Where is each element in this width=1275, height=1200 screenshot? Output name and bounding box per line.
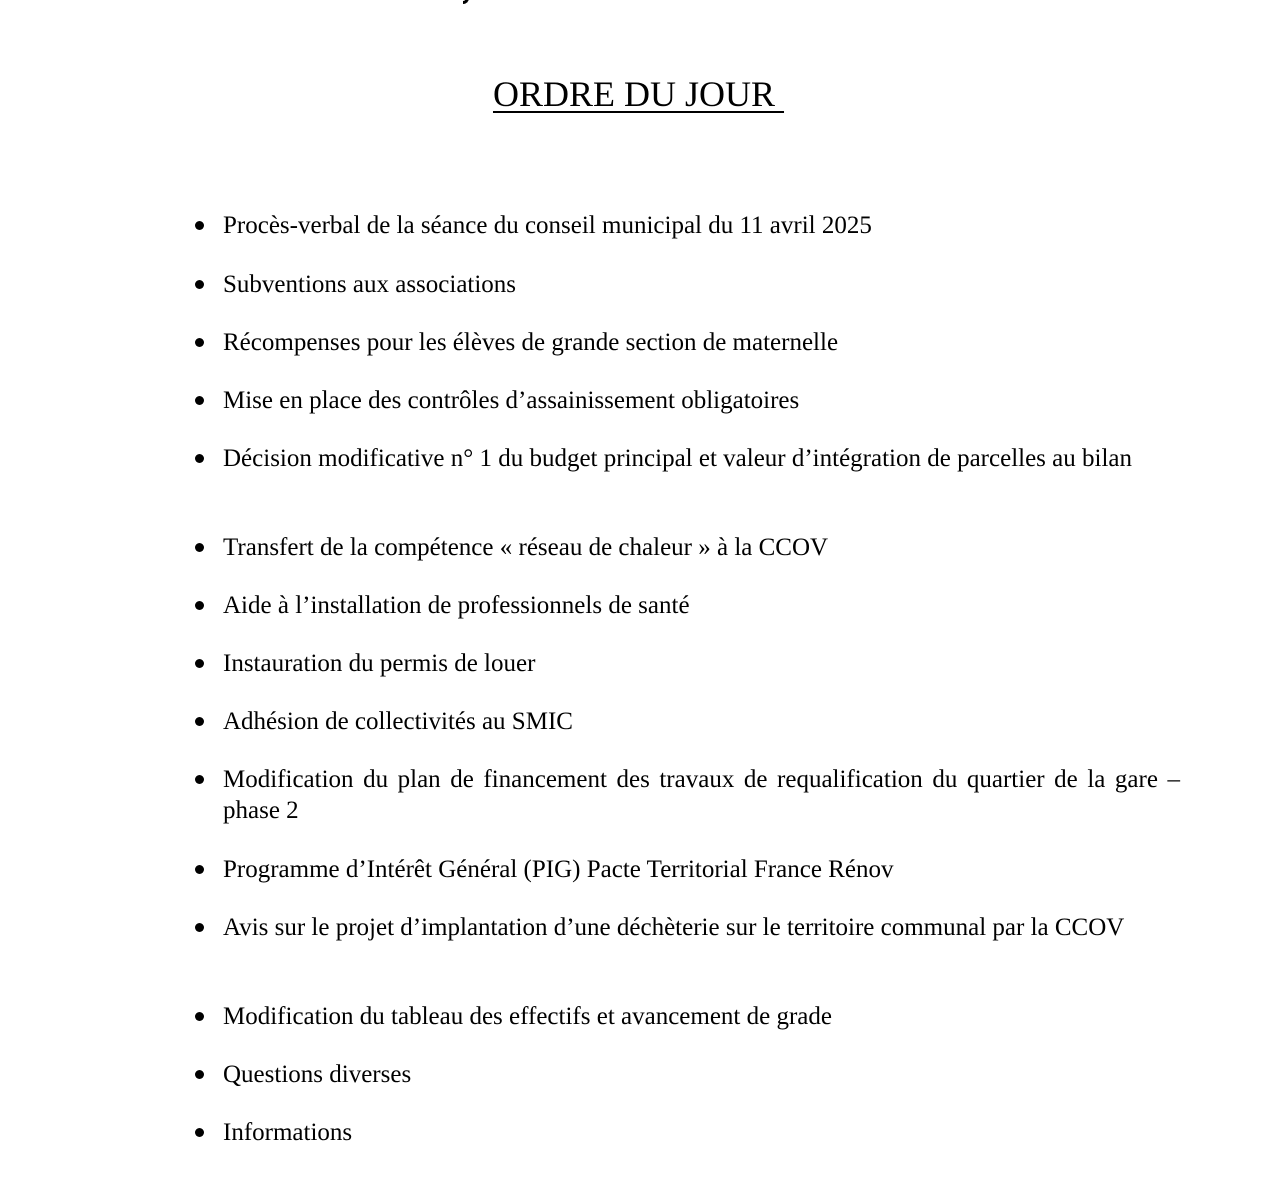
agenda-item bbox=[195, 269, 1180, 300]
agenda-item-text: Récompenses pour les élèves de grande section de maternelle bbox=[223, 329, 839, 356]
agenda-item bbox=[195, 912, 1180, 943]
agenda-item-text: Avis sur le projet d’implantation d’une déchèterie sur le territoire communal par la CCOV bbox=[223, 914, 1125, 941]
agenda-item-text: Aide à l’installation de professionnels de santé bbox=[223, 592, 690, 619]
agenda-item bbox=[195, 764, 1180, 826]
agenda-item-text: Transfert de la compétence « réseau de chaleur » à la CCOV bbox=[223, 534, 829, 561]
bullet-icon bbox=[195, 1012, 204, 1021]
bullet-icon bbox=[195, 396, 204, 405]
agenda-item bbox=[195, 210, 1180, 241]
agenda-item bbox=[195, 706, 1180, 737]
agenda-item-text: Adhésion de collectivités au SMIC bbox=[223, 708, 573, 735]
agenda-item bbox=[195, 1117, 1180, 1148]
agenda-item bbox=[195, 1001, 1180, 1032]
agenda-item bbox=[195, 327, 1180, 358]
bullet-icon bbox=[195, 775, 204, 784]
bullet-icon bbox=[195, 601, 204, 610]
agenda-item-text: Modification du tableau des effectifs et avancement de grade bbox=[223, 1003, 832, 1030]
bullet-icon bbox=[195, 865, 204, 874]
agenda-item-text: Programme d’Intérêt Général (PIG) Pacte Territorial France Rénov bbox=[223, 856, 894, 883]
agenda-item-text: Mise en place des contrôles d’assainissement obligatoires bbox=[223, 387, 800, 414]
agenda-item-text: Informations bbox=[223, 1119, 353, 1146]
bullet-icon bbox=[195, 717, 204, 726]
bullet-icon bbox=[195, 1070, 204, 1079]
agenda-item bbox=[195, 385, 1180, 416]
page-title-text: ORDRE DU JOUR bbox=[492, 74, 785, 114]
bullet-icon bbox=[195, 338, 204, 347]
bullet-icon bbox=[195, 1128, 204, 1137]
agenda-item bbox=[195, 854, 1180, 885]
agenda-item-text: Procès-verbal de la séance du conseil municipal du 11 avril 2025 bbox=[223, 212, 872, 239]
agenda-item-text: Subventions aux associations bbox=[223, 271, 517, 298]
agenda-item-text: Questions diverses bbox=[223, 1061, 412, 1088]
agenda-item-text: Instauration du permis de louer bbox=[223, 650, 536, 677]
agenda-item bbox=[195, 443, 1180, 474]
agenda-item bbox=[195, 532, 1180, 563]
bullet-icon bbox=[195, 454, 204, 463]
agenda-item bbox=[195, 648, 1180, 679]
agenda-item bbox=[195, 590, 1180, 621]
bullet-icon bbox=[195, 543, 204, 552]
agenda-item bbox=[195, 1059, 1180, 1090]
bullet-icon bbox=[195, 221, 204, 230]
bullet-icon bbox=[195, 280, 204, 289]
agenda-item-text: Modification du plan de financement des travaux de requalification du quartier de la gare – phase 2 bbox=[223, 766, 1180, 824]
bullet-icon bbox=[195, 659, 204, 668]
agenda-item-text: Décision modificative n° 1 du budget principal et valeur d’intégration de parcelles au bilan bbox=[223, 445, 1132, 472]
bullet-icon bbox=[195, 923, 204, 932]
